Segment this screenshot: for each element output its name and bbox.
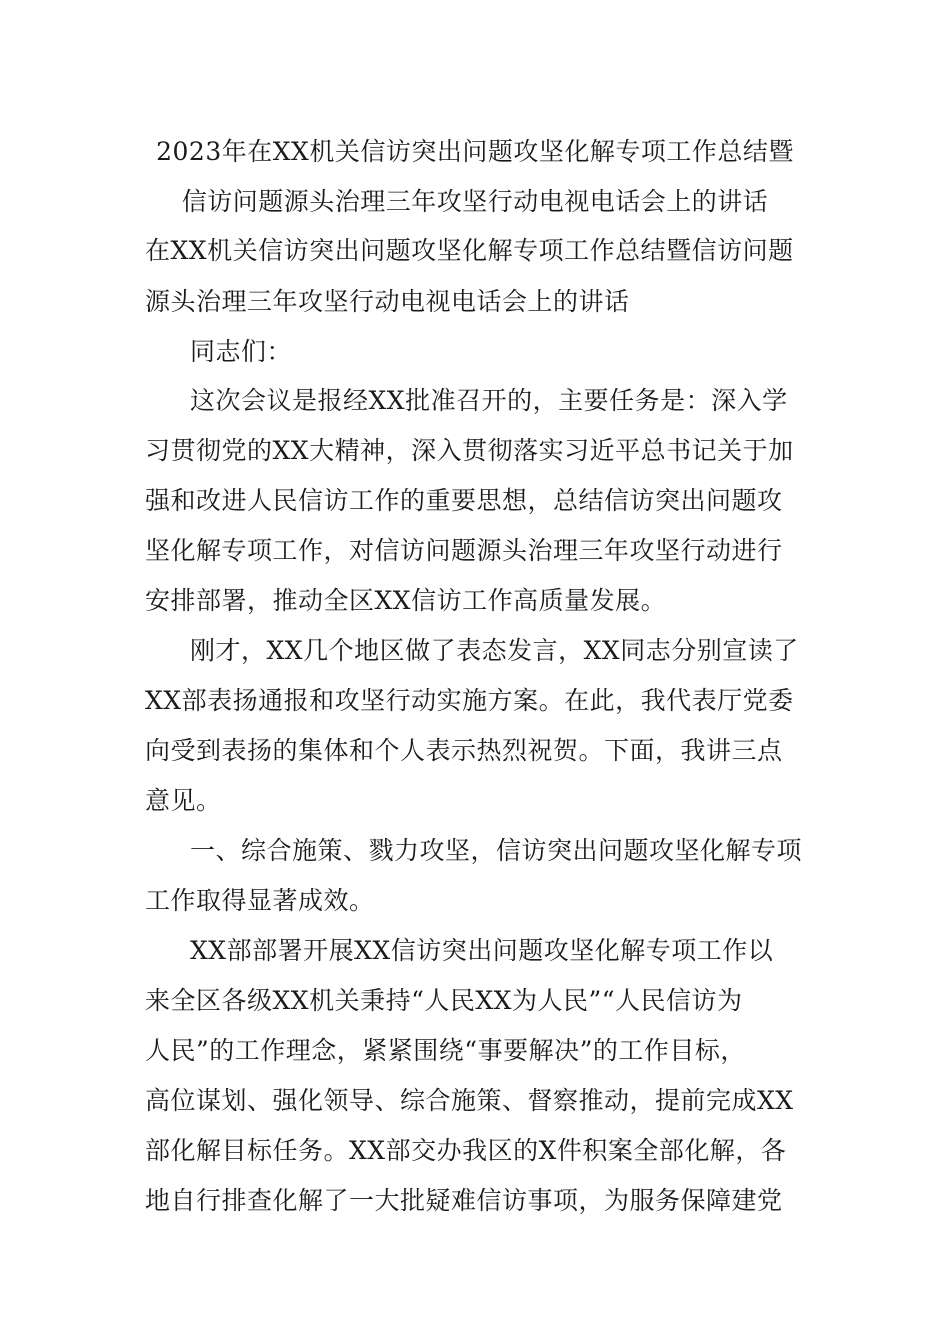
- paragraph-3-line-4: 高位谋划、强化领导、综合施策、督察推动，提前完成XX: [145, 1086, 794, 1115]
- paragraph-2-line-4: 意见。: [145, 786, 222, 815]
- paragraph-1-line-4: 坚化解专项工作，对信访问题源头治理三年攻坚行动进行: [145, 536, 783, 565]
- paragraph-3-line-5: 部化解目标任务。XX部交办我区的X件积案全部化解，各: [145, 1136, 787, 1165]
- title-line-2: 信访问题源头治理三年攻坚行动电视电话会上的讲话: [181, 187, 769, 216]
- subtitle-line-2: 源头治理三年攻坚行动电视电话会上的讲话: [145, 287, 630, 316]
- title-line-1: 2023年在XX机关信访突出问题攻坚化解专项工作总结暨: [156, 137, 794, 166]
- heading-1-line-2: 工作取得显著成效。: [145, 886, 375, 915]
- heading-1-line-1: 一、综合施策、戮力攻坚，信访突出问题攻坚化解专项: [190, 836, 803, 865]
- paragraph-1-line-1: 这次会议是报经XX批准召开的，主要任务是：深入学: [190, 386, 788, 415]
- salutation: 同志们：: [190, 337, 293, 366]
- paragraph-1-line-3: 强和改进人民信访工作的重要思想，总结信访突出问题攻: [145, 486, 783, 515]
- paragraph-2-line-1: 刚才，XX几个地区做了表态发言，XX同志分别宣读了: [190, 636, 799, 665]
- paragraph-3-line-3: 人民”的工作理念，紧紧围绕“事要解决”的工作目标，: [145, 1036, 746, 1065]
- paragraph-2-line-2: XX部表扬通报和攻坚行动实施方案。在此，我代表厅党委: [145, 686, 794, 715]
- paragraph-3-line-1: XX部部署开展XX信访突出问题攻坚化解专项工作以: [190, 936, 774, 965]
- paragraph-1-line-5: 安排部署，推动全区XX信访工作高质量发展。: [145, 586, 667, 615]
- paragraph-3-line-2: 来全区各级XX机关秉持“人民XX为人民”“人民信访为: [145, 986, 743, 1015]
- subtitle-line-1: 在XX机关信访突出问题攻坚化解专项工作总结暨信访问题: [145, 236, 794, 265]
- paragraph-1-line-2: 习贯彻党的XX大精神，深入贯彻落实习近平总书记关于加: [145, 436, 794, 465]
- paragraph-2-line-3: 向受到表扬的集体和个人表示热烈祝贺。下面，我讲三点: [145, 736, 783, 765]
- paragraph-3-line-6: 地自行排查化解了一大批疑难信访事项，为服务保障建党: [145, 1186, 783, 1215]
